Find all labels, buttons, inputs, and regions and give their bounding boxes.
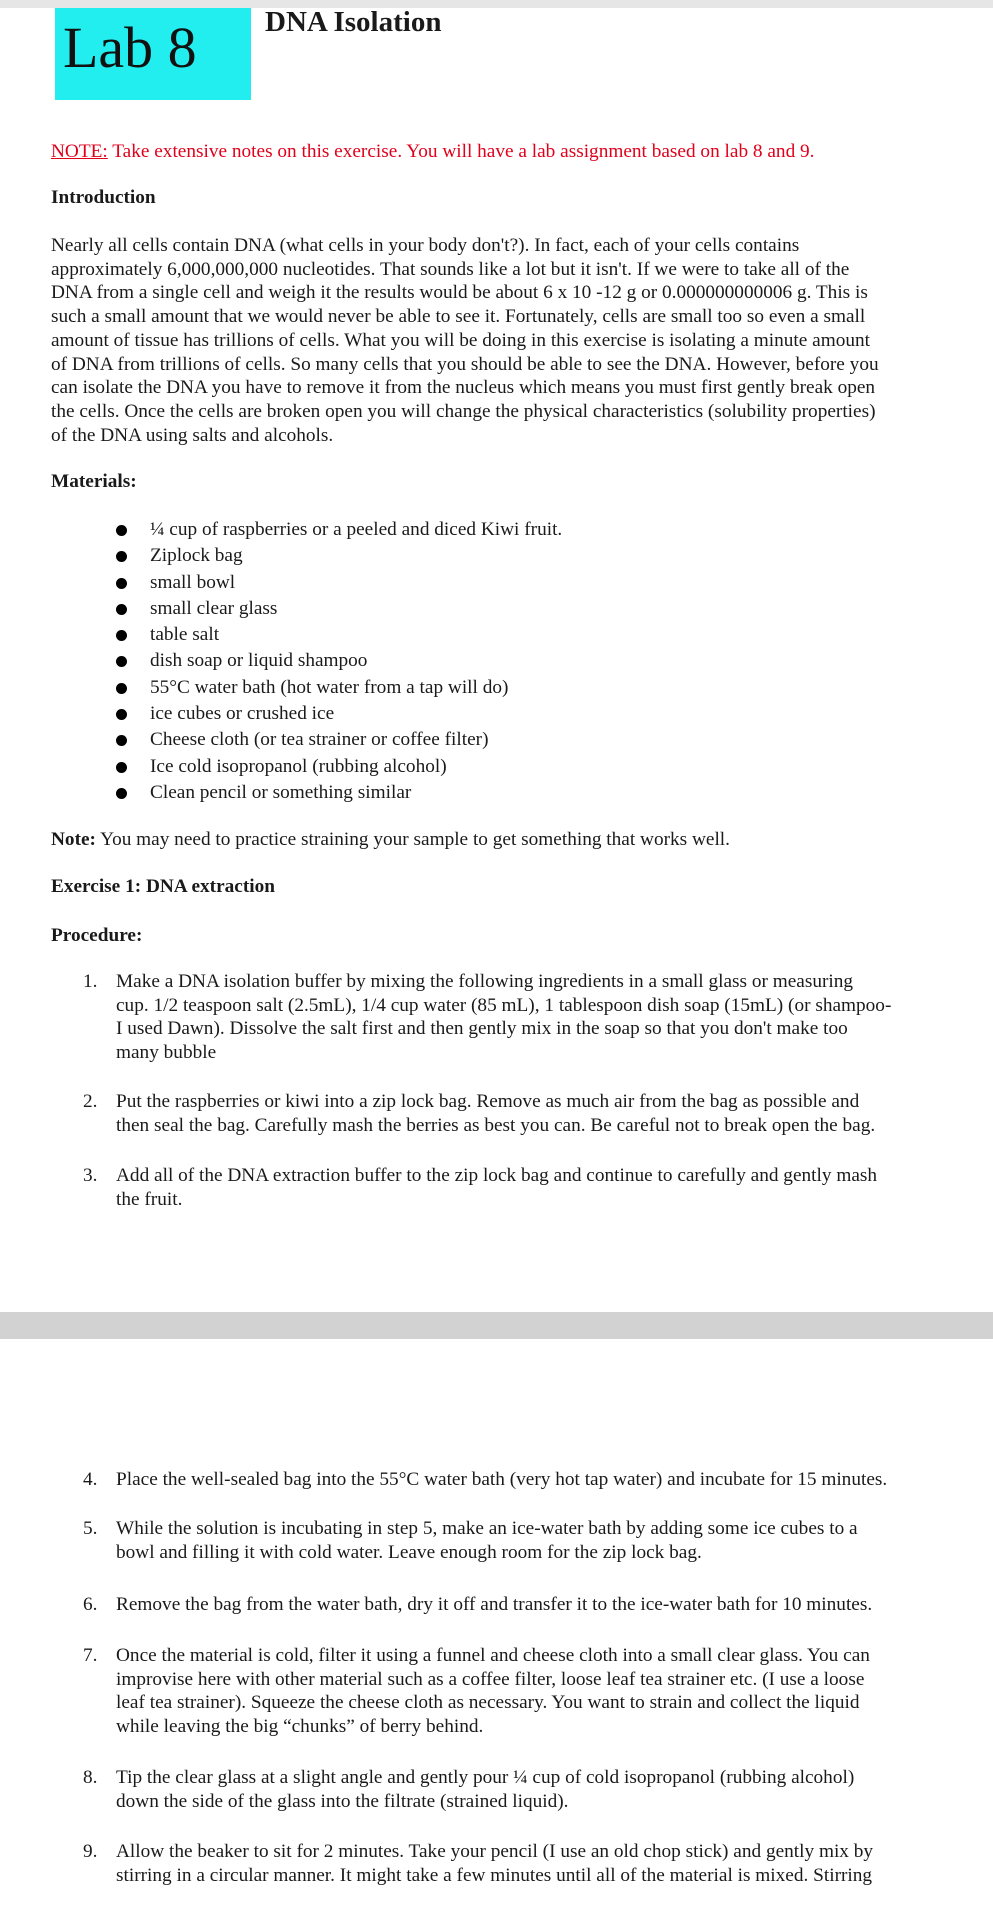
step-body	[116, 1468, 943, 1492]
step-body	[116, 970, 943, 1065]
procedure-step-3	[83, 1164, 943, 1211]
step-line: down the side of the glass into the filtrate (strained liquid).	[116, 1790, 569, 1812]
step-number: 5.	[83, 1518, 98, 1539]
exercise-heading: Exercise 1: DNA extraction	[51, 876, 275, 897]
introduction-heading: Introduction	[51, 187, 156, 208]
top-edge-strip	[0, 0, 993, 8]
practice-note-label: Note:	[51, 829, 96, 850]
step-body	[116, 1766, 943, 1813]
step-number: 9.	[83, 1841, 98, 1862]
note-text: Take extensive notes on this exercise. You will have a lab assignment based on lab 8 and 9.	[107, 141, 815, 162]
procedure-step-2	[83, 1090, 943, 1137]
procedure-step-8	[83, 1766, 943, 1813]
step-line: Tip the clear glass at a slight angle and gently pour ¼ cup of cold isopropanol (rubbing alcohol)	[116, 1767, 855, 1788]
list-item: small bowl	[116, 570, 562, 596]
step-number: 7.	[83, 1645, 98, 1666]
step-body	[116, 1090, 943, 1137]
list-item: small clear glass	[116, 596, 562, 622]
step-line: bowl and filling it with cold water. Leave enough room for the zip lock bag.	[116, 1541, 702, 1563]
step-line: Remove the bag from the water bath, dry it off and transfer it to the ice-water bath for 10 minutes.	[116, 1594, 873, 1615]
step-number: 1.	[83, 971, 98, 992]
step-line: then seal the bag. Carefully mash the berries as best you can. Be careful not to break open the bag.	[116, 1114, 876, 1136]
lab-number-box	[55, 8, 251, 100]
list-item: ice cubes or crushed ice	[116, 701, 562, 727]
introduction-line: DNA from a single cell and weigh it the results would be about 6 x 10 -12 g or 0.000000000006 g. This is	[51, 282, 868, 304]
step-line: leaf tea strainer). Squeeze the cheese cloth as necessary. You want to strain and collect the liquid	[116, 1692, 860, 1714]
step-number: 4.	[83, 1469, 98, 1490]
step-body	[116, 1517, 943, 1564]
step-line: improvise here with other material such as a coffee filter, loose leaf tea strainer etc. (I use a loose	[116, 1668, 865, 1690]
step-line: many bubble	[116, 1042, 217, 1064]
step-body	[116, 1644, 943, 1739]
step-line: the fruit.	[116, 1188, 183, 1210]
list-item: Ice cold isopropanol (rubbing alcohol)	[116, 754, 562, 780]
list-item: table salt	[116, 622, 562, 648]
procedure-step-9	[83, 1840, 943, 1887]
step-body	[116, 1593, 943, 1617]
procedure-step-7	[83, 1644, 943, 1739]
step-line: while leaving the big “chunks” of berry behind.	[116, 1716, 484, 1738]
step-line: Place the well-sealed bag into the 55°C water bath (very hot tap water) and incubate for 15 minutes.	[116, 1469, 888, 1490]
materials-heading: Materials:	[51, 471, 137, 492]
list-item: ¼ cup of raspberries or a peeled and diced Kiwi fruit.	[116, 517, 562, 543]
page-break-divider	[0, 1312, 993, 1339]
procedure-step-5	[83, 1517, 943, 1564]
note-line	[51, 140, 815, 164]
introduction-line: the cells. Once the cells are broken open you will change the physical characteristics (solubility properties)	[51, 400, 876, 422]
step-line: Put the raspberries or kiwi into a zip lock bag. Remove as much air from the bag as possible and	[116, 1091, 860, 1112]
step-line: While the solution is incubating in step 5, make an ice-water bath by adding some ice cubes to a	[116, 1518, 858, 1539]
step-number: 8.	[83, 1767, 98, 1788]
introduction-line: of DNA from trillions of cells. So many cells that you should be able to see the DNA. However, before you	[51, 353, 879, 375]
step-number: 3.	[83, 1165, 98, 1186]
introduction-line: approximately 6,000,000,000 nucleotides. That sounds like a lot but it isn't. If we were to take all of the	[51, 258, 850, 280]
step-line: I used Dawn). Dissolve the salt first and then gently mix in the soap so that you don't make too	[116, 1018, 848, 1040]
step-body	[116, 1164, 943, 1211]
list-item: Cheese cloth (or tea strainer or coffee filter)	[116, 727, 562, 753]
step-line: Once the material is cold, filter it using a funnel and cheese cloth into a small clear glass. You can	[116, 1645, 870, 1666]
step-body	[116, 1840, 943, 1887]
list-item: 55°C water bath (hot water from a tap will do)	[116, 675, 562, 701]
step-number: 2.	[83, 1091, 98, 1112]
introduction-line: of the DNA using salts and alcohols.	[51, 424, 334, 446]
introduction-line: Nearly all cells contain DNA (what cells in your body don't?). In fact, each of your cells contains	[51, 235, 800, 256]
lab-number: Lab 8	[63, 15, 197, 80]
step-line: Allow the beaker to sit for 2 minutes. Take your pencil (I use an old chop stick) and gently mix by	[116, 1841, 874, 1862]
document-title: DNA Isolation	[265, 6, 442, 38]
step-line: cup. 1/2 teaspoon salt (2.5mL), 1/4 cup water (85 mL), 1 tablespoon dish soap (15mL) (or shampoo-	[116, 994, 892, 1016]
list-item: Ziplock bag	[116, 543, 562, 569]
introduction-line: amount of tissue has trillions of cells. What you will be doing in this exercise is isolating a minute amount	[51, 329, 870, 351]
introduction-line: such a small amount that we would never be able to see it. Fortunately, cells are small too so even a small	[51, 306, 866, 328]
procedure-step-4	[83, 1468, 943, 1492]
step-number: 6.	[83, 1594, 98, 1615]
step-line: Add all of the DNA extraction buffer to the zip lock bag and continue to carefully and gently mash	[116, 1165, 878, 1186]
procedure-step-6	[83, 1593, 943, 1617]
practice-note-text: You may need to practice straining your sample to get something that works well.	[95, 829, 730, 850]
list-item: dish soap or liquid shampoo	[116, 648, 562, 674]
introduction-paragraph	[51, 234, 951, 447]
procedure-heading: Procedure:	[51, 925, 143, 946]
materials-list	[116, 517, 562, 806]
note-label: NOTE:	[51, 141, 108, 162]
step-line: stirring in a circular manner. It might take a few minutes until all of the material is mixed. Stirring	[116, 1864, 873, 1886]
procedure-step-1	[83, 970, 943, 1065]
list-item: Clean pencil or something similar	[116, 780, 562, 806]
introduction-line: can isolate the DNA you have to remove it from the nucleus which means you must first gently break open	[51, 377, 876, 399]
step-line: Make a DNA isolation buffer by mixing the following ingredients in a small glass or measuring	[116, 971, 854, 992]
practice-note	[51, 828, 730, 852]
